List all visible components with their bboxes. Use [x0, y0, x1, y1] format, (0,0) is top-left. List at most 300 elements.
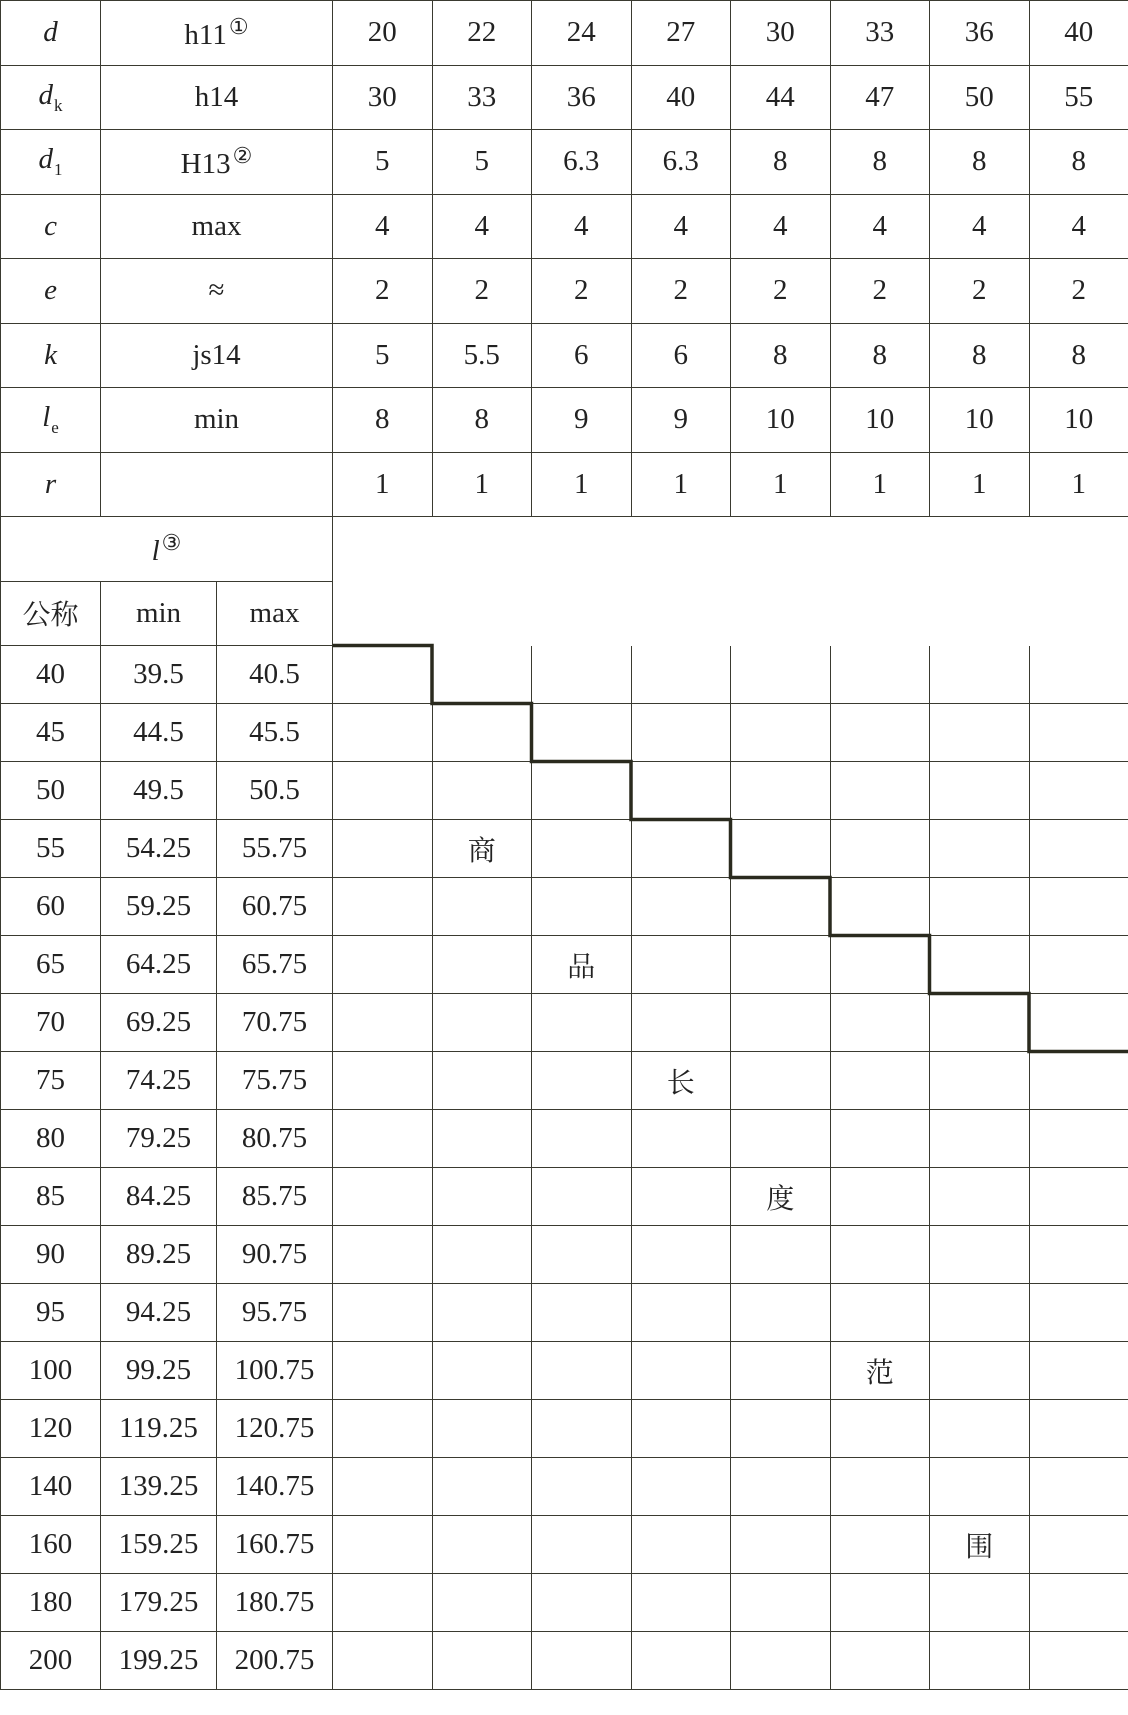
range-cell [333, 936, 433, 994]
param-value: 1 [432, 452, 532, 517]
range-cell [631, 1110, 731, 1168]
range-cell [930, 704, 1030, 762]
max-length: 80.75 [217, 1110, 333, 1168]
min-length: 54.25 [101, 820, 217, 878]
nominal-length: 55 [1, 820, 101, 878]
param-value: 2 [333, 259, 433, 324]
max-length: 75.75 [217, 1052, 333, 1110]
symbol-text: e [44, 274, 57, 307]
range-cell [1029, 1516, 1128, 1574]
range-cell [731, 1284, 831, 1342]
range-cell [333, 1632, 433, 1690]
max-length: 65.75 [217, 936, 333, 994]
range-cell [432, 1226, 532, 1284]
min-length: 99.25 [101, 1342, 217, 1400]
range-cell [333, 1574, 433, 1632]
param-value: 6 [532, 323, 632, 388]
range-label-char: 商 [467, 833, 496, 867]
range-cell [930, 1226, 1030, 1284]
min-length: 139.25 [101, 1458, 217, 1516]
max-length: 100.75 [217, 1342, 333, 1400]
range-cell [532, 1168, 632, 1226]
param-value: 1 [731, 452, 831, 517]
length-row [1, 1052, 1128, 1110]
length-row [1, 1168, 1128, 1226]
range-cell [532, 762, 632, 820]
symbol-text: d [43, 16, 58, 49]
range-cell [830, 1168, 930, 1226]
length-row [1, 704, 1128, 762]
nominal-length: 80 [1, 1110, 101, 1168]
max-length: 95.75 [217, 1284, 333, 1342]
min-length: 49.5 [101, 762, 217, 820]
range-cell [333, 762, 433, 820]
param-row [1, 452, 1128, 517]
range-cell [432, 646, 532, 704]
range-cell [532, 646, 632, 704]
length-row [1, 1632, 1128, 1690]
tolerance-cell [101, 388, 333, 453]
range-cell [631, 820, 731, 878]
range-label-char: 度 [766, 1181, 795, 1215]
range-cell [731, 936, 831, 994]
range-cell [532, 1110, 632, 1168]
param-value: 2 [731, 259, 831, 324]
max-header: max [217, 581, 333, 646]
length-symbol: l [151, 534, 160, 567]
min-length: 74.25 [101, 1052, 217, 1110]
tolerance-text: H13 [180, 147, 231, 180]
range-cell [532, 1400, 632, 1458]
range-cell [830, 1284, 930, 1342]
range-cell [1029, 1052, 1128, 1110]
param-value: 9 [532, 388, 632, 453]
range-cell [930, 1400, 1030, 1458]
param-value: 2 [930, 259, 1030, 324]
nominal-length: 50 [1, 762, 101, 820]
tolerance-cell [101, 323, 333, 388]
range-cell [333, 1052, 433, 1110]
param-symbol [1, 65, 101, 130]
param-symbol [1, 323, 101, 388]
range-cell [532, 1226, 632, 1284]
min-length: 179.25 [101, 1574, 217, 1632]
param-value: 55 [1029, 65, 1128, 130]
param-value: 6 [631, 323, 731, 388]
range-cell [731, 1516, 831, 1574]
symbol-text: l [42, 401, 51, 434]
range-cell [830, 1458, 930, 1516]
param-row [1, 259, 1128, 324]
range-cell [930, 1110, 1030, 1168]
range-cell [731, 1168, 831, 1226]
param-value: 40 [631, 65, 731, 130]
range-cell [930, 762, 1030, 820]
param-value: 1 [631, 452, 731, 517]
length-row [1, 994, 1128, 1052]
range-cell [731, 646, 831, 704]
range-cell [1029, 1226, 1128, 1284]
length-header [1, 517, 333, 582]
param-symbol [1, 130, 101, 195]
max-length: 180.75 [217, 1574, 333, 1632]
param-value: 8 [432, 388, 532, 453]
range-label-char: 长 [666, 1065, 695, 1099]
range-cell [731, 1052, 831, 1110]
param-value: 1 [333, 452, 433, 517]
tolerance-cell [101, 259, 333, 324]
range-cell [432, 994, 532, 1052]
range-cell [532, 1342, 632, 1400]
range-cell [432, 1458, 532, 1516]
range-cell [432, 1574, 532, 1632]
range-cell [333, 1168, 433, 1226]
range-cell [333, 820, 433, 878]
param-value: 8 [930, 130, 1030, 195]
nominal-length: 90 [1, 1226, 101, 1284]
range-cell [1029, 1574, 1128, 1632]
param-value: 47 [830, 65, 930, 130]
max-length: 140.75 [217, 1458, 333, 1516]
param-value: 1 [830, 452, 930, 517]
symbol-subscript: k [54, 95, 63, 115]
range-cell [532, 1516, 632, 1574]
param-value: 8 [830, 130, 930, 195]
tolerance-cell [101, 1, 333, 66]
range-cell [532, 820, 632, 878]
max-length: 45.5 [217, 704, 333, 762]
param-value: 4 [731, 194, 831, 259]
min-header: min [101, 581, 217, 646]
range-cell [731, 994, 831, 1052]
nominal-length: 40 [1, 646, 101, 704]
param-value: 8 [1029, 130, 1128, 195]
range-cell [532, 704, 632, 762]
symbol-text: r [44, 467, 57, 500]
min-length: 199.25 [101, 1632, 217, 1690]
nominal-length: 60 [1, 878, 101, 936]
max-length: 55.75 [217, 820, 333, 878]
param-row [1, 1, 1128, 66]
nominal-header: 公称 [1, 581, 101, 646]
symbol-text: k [44, 338, 57, 371]
range-cell [532, 878, 632, 936]
param-row [1, 65, 1128, 130]
symbol-text: d [38, 78, 53, 111]
param-symbol [1, 1, 101, 66]
nominal-length: 75 [1, 1052, 101, 1110]
range-cell [731, 1632, 831, 1690]
tolerance-text: h11 [184, 18, 227, 51]
length-header-row [1, 517, 1128, 582]
range-cell [930, 646, 1030, 704]
range-cell [731, 1458, 831, 1516]
min-length: 119.25 [101, 1400, 217, 1458]
param-value: 4 [432, 194, 532, 259]
range-cell [830, 1110, 930, 1168]
param-value: 8 [731, 323, 831, 388]
range-cell [830, 820, 930, 878]
length-row [1, 762, 1128, 820]
tolerance-cell [101, 65, 333, 130]
param-value: 4 [830, 194, 930, 259]
range-cell [731, 704, 831, 762]
blank-area [333, 517, 1128, 646]
nominal-length: 200 [1, 1632, 101, 1690]
range-cell [930, 1516, 1030, 1574]
tolerance-cell [101, 130, 333, 195]
param-value: 2 [532, 259, 632, 324]
range-cell [1029, 1168, 1128, 1226]
max-length: 70.75 [217, 994, 333, 1052]
range-cell [830, 1052, 930, 1110]
min-length: 79.25 [101, 1110, 217, 1168]
range-cell [631, 878, 731, 936]
nominal-length: 65 [1, 936, 101, 994]
max-length: 40.5 [217, 646, 333, 704]
max-length: 200.75 [217, 1632, 333, 1690]
range-cell [631, 1516, 731, 1574]
range-cell [930, 1574, 1030, 1632]
param-row [1, 194, 1128, 259]
range-cell [631, 994, 731, 1052]
length-row [1, 820, 1128, 878]
range-cell [333, 1458, 433, 1516]
nominal-length: 45 [1, 704, 101, 762]
param-value: 6.3 [631, 130, 731, 195]
range-cell [830, 704, 930, 762]
range-cell [830, 646, 930, 704]
range-cell [1029, 1632, 1128, 1690]
range-cell [432, 1632, 532, 1690]
range-label-char: 范 [865, 1355, 894, 1389]
param-value: 10 [1029, 388, 1128, 453]
min-length: 39.5 [101, 646, 217, 704]
tolerance-cell [101, 194, 333, 259]
param-value: 5 [432, 130, 532, 195]
range-cell [830, 1516, 930, 1574]
range-cell [532, 1052, 632, 1110]
max-length: 60.75 [217, 878, 333, 936]
range-cell [631, 646, 731, 704]
param-symbol [1, 259, 101, 324]
range-cell [631, 1226, 731, 1284]
range-cell [631, 1052, 731, 1110]
param-value: 10 [930, 388, 1030, 453]
range-cell [830, 994, 930, 1052]
max-length: 90.75 [217, 1226, 333, 1284]
min-length: 94.25 [101, 1284, 217, 1342]
length-row [1, 1458, 1128, 1516]
min-length: 59.25 [101, 878, 217, 936]
param-value: 4 [333, 194, 433, 259]
param-value: 4 [631, 194, 731, 259]
range-cell [333, 1110, 433, 1168]
param-value: 40 [1029, 1, 1128, 66]
nominal-length: 85 [1, 1168, 101, 1226]
param-value: 1 [930, 452, 1030, 517]
param-value: 22 [432, 1, 532, 66]
range-cell [631, 936, 731, 994]
range-cell [432, 1110, 532, 1168]
max-length: 50.5 [217, 762, 333, 820]
param-row [1, 388, 1128, 453]
param-row [1, 323, 1128, 388]
param-value: 9 [631, 388, 731, 453]
range-cell [830, 1632, 930, 1690]
tolerance-text: js14 [192, 338, 241, 371]
length-row [1, 1574, 1128, 1632]
range-cell [532, 1284, 632, 1342]
length-row [1, 646, 1128, 704]
param-value: 30 [731, 1, 831, 66]
param-value: 8 [333, 388, 433, 453]
range-cell [432, 820, 532, 878]
min-length: 64.25 [101, 936, 217, 994]
param-value: 5 [333, 323, 433, 388]
range-cell [930, 1458, 1030, 1516]
nominal-length: 100 [1, 1342, 101, 1400]
range-cell [333, 1400, 433, 1458]
range-cell [432, 1168, 532, 1226]
range-cell [1029, 762, 1128, 820]
range-cell [631, 1400, 731, 1458]
range-cell [930, 994, 1030, 1052]
param-value: 1 [532, 452, 632, 517]
range-cell [532, 1574, 632, 1632]
range-cell [432, 1342, 532, 1400]
range-cell [731, 1400, 831, 1458]
param-value: 10 [731, 388, 831, 453]
range-cell [333, 1284, 433, 1342]
param-symbol [1, 452, 101, 517]
range-cell [731, 878, 831, 936]
range-cell [432, 878, 532, 936]
range-cell [930, 1052, 1030, 1110]
tolerance-text: min [193, 403, 240, 436]
range-cell [432, 762, 532, 820]
range-cell [333, 1342, 433, 1400]
range-cell [930, 1632, 1030, 1690]
param-value: 44 [731, 65, 831, 130]
tolerance-text: h14 [194, 80, 239, 113]
range-cell [333, 878, 433, 936]
param-value: 2 [631, 259, 731, 324]
min-length: 44.5 [101, 704, 217, 762]
length-row [1, 1226, 1128, 1284]
length-row [1, 1284, 1128, 1342]
range-cell [1029, 936, 1128, 994]
param-value: 2 [830, 259, 930, 324]
range-cell [1029, 1342, 1128, 1400]
length-row [1, 936, 1128, 994]
min-length: 84.25 [101, 1168, 217, 1226]
param-value: 5.5 [432, 323, 532, 388]
range-cell [631, 1342, 731, 1400]
min-length: 69.25 [101, 994, 217, 1052]
param-row [1, 130, 1128, 195]
param-symbol [1, 388, 101, 453]
param-value: 50 [930, 65, 1030, 130]
range-cell [1029, 878, 1128, 936]
nominal-length: 140 [1, 1458, 101, 1516]
range-cell [333, 704, 433, 762]
range-cell [631, 1168, 731, 1226]
param-value: 36 [532, 65, 632, 130]
param-value: 27 [631, 1, 731, 66]
range-cell [830, 1342, 930, 1400]
length-row [1, 878, 1128, 936]
range-cell [432, 1400, 532, 1458]
range-cell [1029, 1284, 1128, 1342]
range-cell [930, 1168, 1030, 1226]
param-value: 8 [731, 130, 831, 195]
range-cell [1029, 1110, 1128, 1168]
param-value: 20 [333, 1, 433, 66]
param-value: 10 [830, 388, 930, 453]
range-label-char: 围 [965, 1529, 994, 1563]
param-symbol [1, 194, 101, 259]
param-value: 6.3 [532, 130, 632, 195]
range-cell [930, 878, 1030, 936]
nominal-length: 160 [1, 1516, 101, 1574]
param-value: 2 [1029, 259, 1128, 324]
range-cell [333, 1226, 433, 1284]
range-cell [432, 1052, 532, 1110]
range-cell [830, 1400, 930, 1458]
range-cell [432, 936, 532, 994]
range-cell [333, 1516, 433, 1574]
min-length: 159.25 [101, 1516, 217, 1574]
range-cell [830, 878, 930, 936]
range-cell [631, 1632, 731, 1690]
symbol-subscript: e [51, 418, 59, 438]
range-cell [333, 646, 433, 704]
range-cell [532, 994, 632, 1052]
range-cell [930, 1342, 1030, 1400]
range-cell [532, 936, 632, 994]
length-row [1, 1516, 1128, 1574]
range-cell [1029, 646, 1128, 704]
range-cell [631, 762, 731, 820]
max-length: 85.75 [217, 1168, 333, 1226]
min-length: 89.25 [101, 1226, 217, 1284]
symbol-text: d [38, 143, 53, 176]
range-cell [1029, 820, 1128, 878]
range-cell [731, 820, 831, 878]
footnote-mark: ② [232, 142, 253, 168]
range-cell [731, 762, 831, 820]
range-cell [830, 936, 930, 994]
footnote-mark: ③ [161, 529, 182, 555]
max-length: 120.75 [217, 1400, 333, 1458]
range-cell [631, 1574, 731, 1632]
range-cell [532, 1632, 632, 1690]
range-cell [432, 1516, 532, 1574]
range-cell [1029, 1458, 1128, 1516]
max-length: 160.75 [217, 1516, 333, 1574]
symbol-text: c [44, 209, 57, 242]
range-cell [1029, 704, 1128, 762]
range-cell [731, 1110, 831, 1168]
symbol-subscript: 1 [54, 160, 63, 180]
tolerance-text: ≈ [208, 274, 225, 307]
param-value: 8 [930, 323, 1030, 388]
tolerance-cell [101, 452, 333, 517]
range-cell [532, 1458, 632, 1516]
range-cell [830, 1226, 930, 1284]
param-value: 24 [532, 1, 632, 66]
